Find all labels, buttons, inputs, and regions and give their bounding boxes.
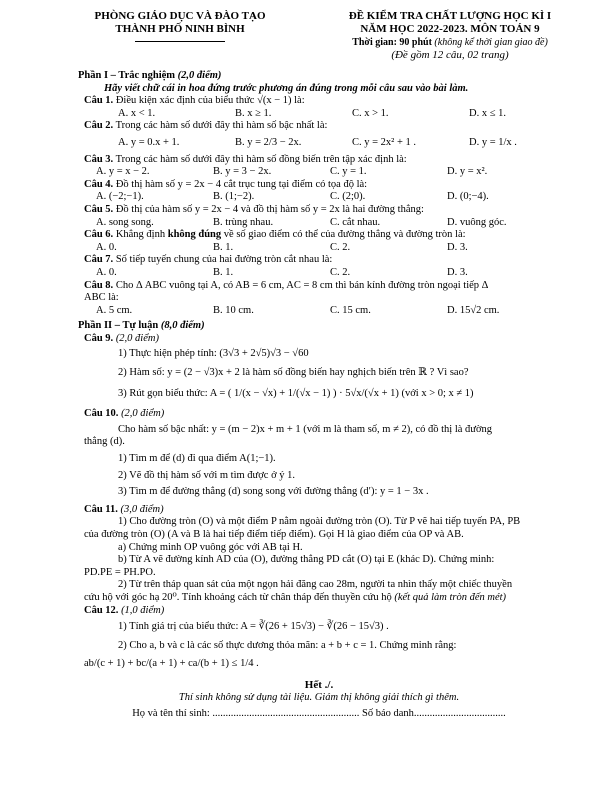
q10-intro: Cho hàm số bậc nhất: y = (m − 2)x + m + 1 (với m là tham số, m ≠ 2), có đồ thị là đường (118, 423, 493, 435)
exam-title: ĐỀ KIỂM TRA CHẤT LƯỢNG HỌC KÌ I (348, 10, 552, 22)
question-6-options: A. 0. B. 1. C. 2. D. 3. (96, 241, 468, 253)
q11-part1b: b) Từ A vẽ đường kính AD của (O), đường thẳng PD cắt (O) tại E (khác D). Chứng minh: (118, 554, 495, 566)
question-6: Câu 6. Khẳng định không đúng về số giao điểm có thể của đường thẳng và đường tròn là: (84, 229, 466, 241)
q11-part2: 2) Từ trên tháp quan sát của một ngọn hải đăng cao 28m, người ta nhìn thấy một chiếc thuyền (118, 579, 513, 591)
footer-note: Thí sinh không sử dụng tài liệu. Giám thị không giải thích gì thêm. (178, 691, 460, 703)
city-name: THÀNH PHỐ NINH BÌNH (115, 23, 245, 35)
q11-part1-cont: của đường tròn (O) (A và B là hai tiếp điểm tiếp điểm). Gọi H là giao điểm của OP và AB. (84, 529, 464, 540)
question-9: Câu 9. (2,0 điểm) (84, 332, 159, 344)
q12-part1: 1) Tính giá trị của biểu thức: A = ∛(26 + 15√3) − ∛(26 − 15√3) . (118, 621, 389, 633)
question-10: Câu 10. (2,0 điểm) (84, 408, 165, 420)
candidate-info-line: Họ và tên thí sinh: ........................................................ Số báo danh................................... (132, 708, 506, 720)
question-4: Câu 4. Đồ thị hàm số y = 2x − 4 cắt trục tung tại điểm có tọa độ là: (84, 178, 368, 190)
question-3: Câu 3. Trong các hàm số dưới đây thì hàm số đồng biến trên tập xác định là: (84, 153, 407, 165)
q10-part3: 3) Tìm m để đường thẳng (d) song song với đường thẳng (d′): y = 1 − 3x . (118, 486, 429, 498)
q10-part1: 1) Tìm m để (d) đi qua điểm A(1;−1). (118, 453, 276, 465)
question-5-options: A. song song. B. trùng nhau. C. cắt nhau. D. vuông góc. (96, 216, 507, 228)
question-8: Câu 8. Cho Δ ABC vuông tại A, có AB = 6 cm, AC = 8 cm thì bán kính đường tròn ngoại tiếp Δ (84, 279, 489, 291)
question-5: Câu 5. Đồ thị của hàm số y = 2x − 4 và đồ thị hàm số y = 2x là hai đường thẳng: (84, 203, 424, 215)
question-8-cont: ABC là: (84, 292, 119, 304)
question-3-options: A. y = x − 2. B. y = 3 − 2x. C. y = 1. D. y = x². (96, 166, 488, 178)
question-8-options: A. 5 cm. B. 10 cm. C. 15 cm. D. 15√2 cm. (96, 304, 500, 316)
part2-title: Phần II – Tự luận (8,0 điểm) (78, 320, 205, 332)
q10-intro-cont: thẳng (d). (84, 436, 125, 448)
q11-part1a: a) Chứng minh OP vuông góc với AB tại H. (118, 541, 303, 553)
question-12: Câu 12. (1,0 điểm) (84, 604, 165, 616)
end-mark: Hết ./. (304, 678, 334, 691)
header-rule (135, 41, 225, 42)
q9-part1: 1) Thực hiện phép tính: (3√3 + 2√5)√3 − √60 (118, 348, 309, 360)
exam-year-subject: NĂM HỌC 2022-2023. MÔN TOÁN 9 (360, 23, 540, 35)
q11-part1b-cont: PD.PE = PH.PO. (84, 566, 156, 578)
exam-pages: (Đề gồm 12 câu, 02 trang) (391, 49, 509, 61)
q9-part3: 3) Rút gọn biểu thức: A = ( 1/(x − √x) + 1/(√x − 1) ) · 5√x/(√x + 1) (với x > 0; x ≠ 1) (118, 387, 474, 399)
q12-inequality: ab/(c + 1) + bc/(a + 1) + ca/(b + 1) ≤ 1/4 . (84, 658, 259, 670)
q10-part2: 2) Vẽ đồ thị hàm số với m tìm được ở ý 1. (118, 469, 296, 481)
part1-instruction: Hãy viết chữ cái in hoa đứng trước phương án đúng trong mỗi câu sau vào bài làm. (104, 82, 469, 94)
question-1-options: A. x < 1. B. x ≥ 1. C. x > 1. D. x ≤ 1. (118, 107, 506, 119)
exam-body (78, 70, 554, 721)
q11-part1: 1) Cho đường tròn (O) và một điểm P nằm ngoài đường tròn (O). Từ P vẽ hai tiếp tuyến PA, PB (118, 516, 521, 528)
q9-part2: 2) Hàm số: y = (2 − √3)x + 2 là hàm số đồng biến hay nghịch biến trên ℝ ? Vì sao? (118, 367, 469, 379)
question-11: Câu 11. (3,0 điểm) (84, 503, 164, 515)
question-1: Câu 1. Điều kiện xác định của biểu thức √(x − 1) là: (84, 95, 305, 107)
question-7: Câu 7. Số tiếp tuyến chung của hai đường tròn cắt nhau là: (84, 254, 333, 266)
q12-part2: 2) Cho a, b và c là các số thực dương thỏa mãn: a + b + c = 1. Chứng minh rằng: (118, 639, 457, 651)
question-4-options: A. (−2;−1). B. (1;−2). C. (2;0). D. (0;−4). (96, 191, 489, 203)
question-7-options: A. 0. B. 1. C. 2. D. 3. (96, 266, 468, 278)
part1-title: Phần I – Trắc nghiệm (2,0 điểm) (78, 70, 222, 81)
question-2: Câu 2. Trong các hàm số dưới đây thì hàm số bậc nhất là: (84, 120, 328, 132)
department-name: PHÒNG GIÁO DỤC VÀ ĐÀO TẠO (94, 10, 266, 22)
q11-part2-cont: cứu hộ với góc hạ 20⁰. Tính khoảng cách từ chân tháp đến thuyền cứu hộ (kết quả làm tròn đến mét) (84, 591, 507, 603)
question-2-options: A. y = 0.x + 1. B. y = 2/3 − 2x. C. y = 2x² + 1 . D. y = 1/x . (118, 136, 517, 148)
exam-time: Thời gian: 90 phút (không kể thời gian giao đề) (352, 37, 548, 48)
